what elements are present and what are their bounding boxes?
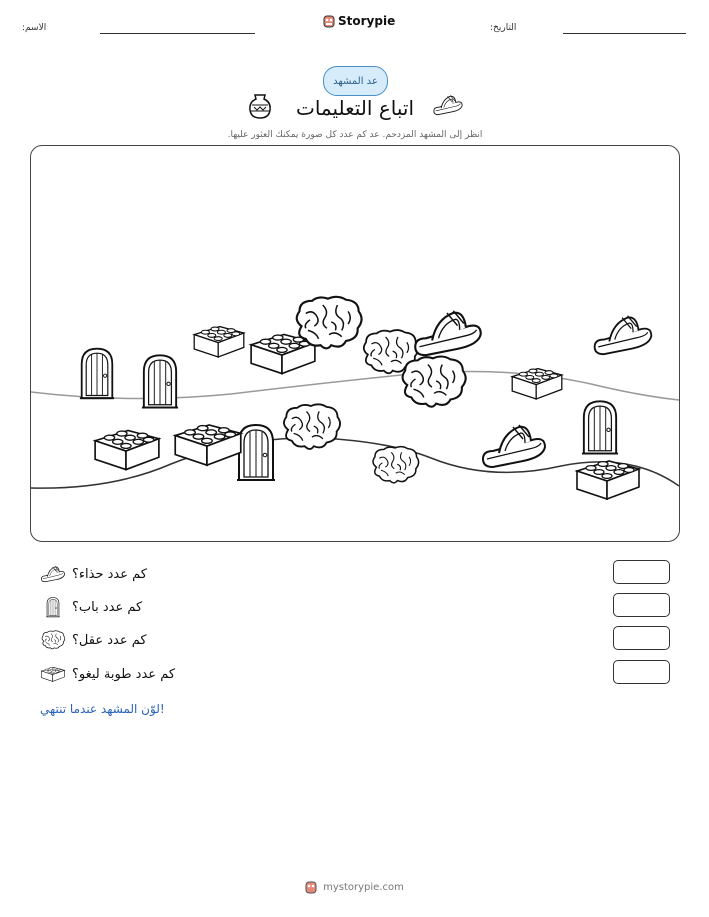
lego-brick-3 xyxy=(95,430,159,469)
hill-line-back xyxy=(31,372,679,400)
brain-4 xyxy=(284,404,340,449)
door-2 xyxy=(142,355,178,407)
color-instruction: !لوّن المشهد عندما تنتهي xyxy=(40,702,165,716)
brain-5 xyxy=(373,447,419,483)
lego-brick-5 xyxy=(512,369,562,399)
door-icon xyxy=(40,596,66,618)
lego-brick-1 xyxy=(194,327,244,357)
answer-box-lego[interactable] xyxy=(613,660,670,684)
sandal-title-icon xyxy=(432,92,464,118)
lego-brick-icon xyxy=(40,663,66,685)
lego-brick-6 xyxy=(577,461,639,499)
answer-box-doors[interactable] xyxy=(613,593,670,617)
sandal-icon xyxy=(40,563,66,585)
question-sandals xyxy=(40,562,360,586)
question-text: كم عدد حذاء؟ xyxy=(72,566,147,582)
instructions-text: انظر إلى المشهد المزدحم. عد كم عدد كل صورة يمكنك العثور عليها. xyxy=(227,130,483,140)
scene-count-badge: عد المشهد xyxy=(323,66,388,96)
vase-icon xyxy=(247,92,273,120)
sandal-2 xyxy=(595,316,652,354)
question-text: كم عدد باب؟ xyxy=(72,599,143,615)
page-title: اتباع التعليمات xyxy=(295,96,415,120)
sandal-1 xyxy=(415,311,481,355)
date-label: :التاريخ xyxy=(490,23,517,33)
door-4 xyxy=(582,401,618,453)
brain-3 xyxy=(403,357,466,407)
brain-icon xyxy=(40,629,66,651)
scene-drawing xyxy=(31,146,679,541)
question-doors xyxy=(40,595,360,619)
answer-box-sandals[interactable] xyxy=(613,560,670,584)
date-line[interactable] xyxy=(563,33,686,34)
name-label: :الاسم xyxy=(22,23,47,33)
lego-brick-2 xyxy=(251,334,315,373)
brain-1 xyxy=(297,297,362,349)
question-text: كم عدد طوبة ليغو؟ xyxy=(72,666,176,682)
name-line[interactable] xyxy=(100,33,255,34)
footer xyxy=(0,880,709,894)
storypie-mascot-icon xyxy=(305,880,317,894)
busy-scene[interactable] xyxy=(30,145,680,542)
answer-box-brains[interactable] xyxy=(613,626,670,650)
question-text: كم عدد عقل؟ xyxy=(72,632,147,648)
storypie-logo xyxy=(323,14,395,28)
footer-site[interactable]: mystorypie.com xyxy=(323,881,404,893)
door-1 xyxy=(80,349,114,399)
sandal-3 xyxy=(483,425,545,467)
question-brains xyxy=(40,628,360,652)
storypie-mascot-icon xyxy=(323,14,335,28)
question-lego xyxy=(40,662,360,686)
brand-name: Storypie xyxy=(338,14,396,28)
